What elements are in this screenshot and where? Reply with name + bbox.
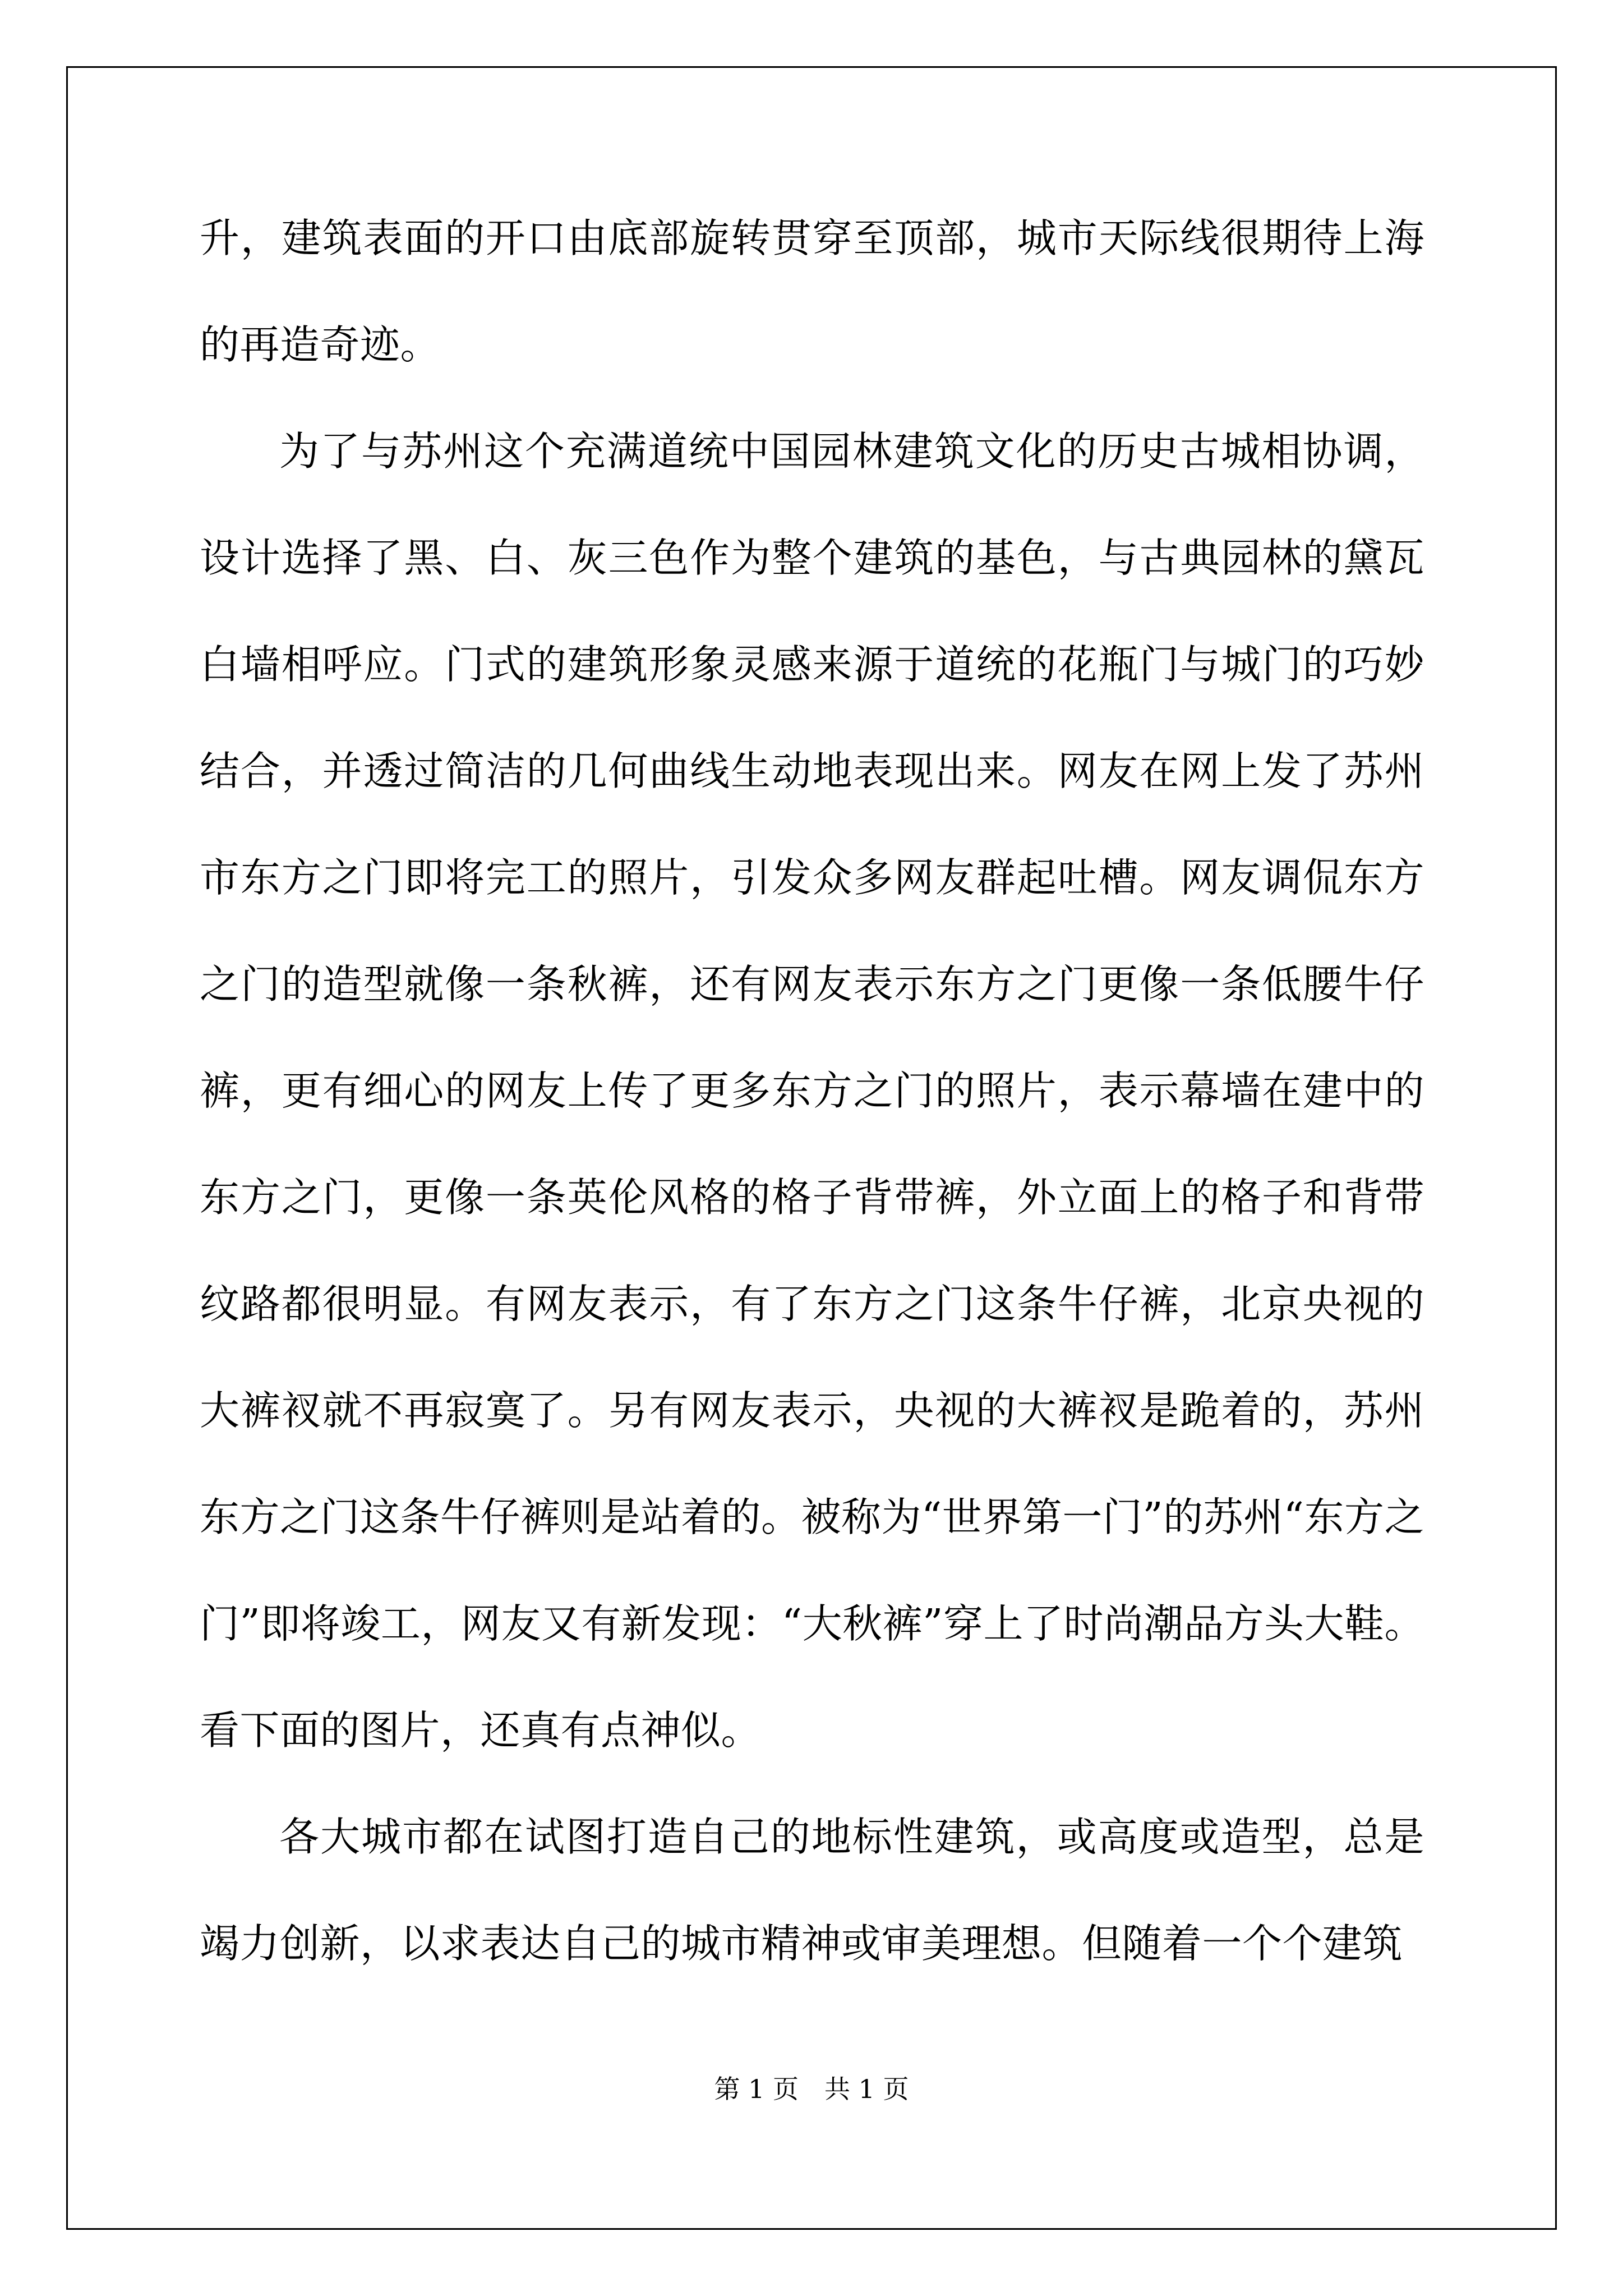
paragraph-landmarks: 各大城市都在试图打造自己的地标性建筑，或高度或造型，总是竭力创新，以求表达自己的城市精神或审美理想。但随着一个个建筑 [200,1814,1424,1967]
document-body [200,185,1424,1997]
paragraph-continuation: 升，建筑表面的开口由底部旋转贯穿至顶部，城市天际线很期待上海的再造奇迹。 [200,215,1424,368]
paragraph-suzhou-gate: 为了与苏州这个充满道统中国园林建筑文化的历史古城相协调，设计选择了黑、白、灰三色作为整个建筑的基色，与古典园林的黛瓦白墙相呼应。门式的建筑形象灵感来源于道统的花瓶门与城门的巧妙结合，并透过简洁的几何曲线生动地表现出来。网友在网上发了苏州市东方之门即将完工的照片，引发众多网友群起吐槽。网友调侃东方之门的造型就像一条秋裤，还有网友表示东方之门更像一条低腰牛仔裤，更有细心的网友上传了更多东方之门的照片，表示幕墙在建中的东方之门，更像一条英伦风格的格子背带裤，外立面上的格子和背带纹路都很明显。有网友表示，有了东方之门这条牛仔裤，北京央视的大裤衩就不再寂寞了。另有网友表示，央视的大裤衩是跪着的，苏州东方之门这条牛仔裤则是站着的。被称为“世界第一门”的苏州“东方之门”即将竣工，网友又有新发现：“大秋裤”穿上了时尚潮品方头大鞋。看下面的图片，还真有点神似。 [200,428,1424,1754]
page-number-footer: 第 1 页 共 1 页 [714,2074,909,2104]
